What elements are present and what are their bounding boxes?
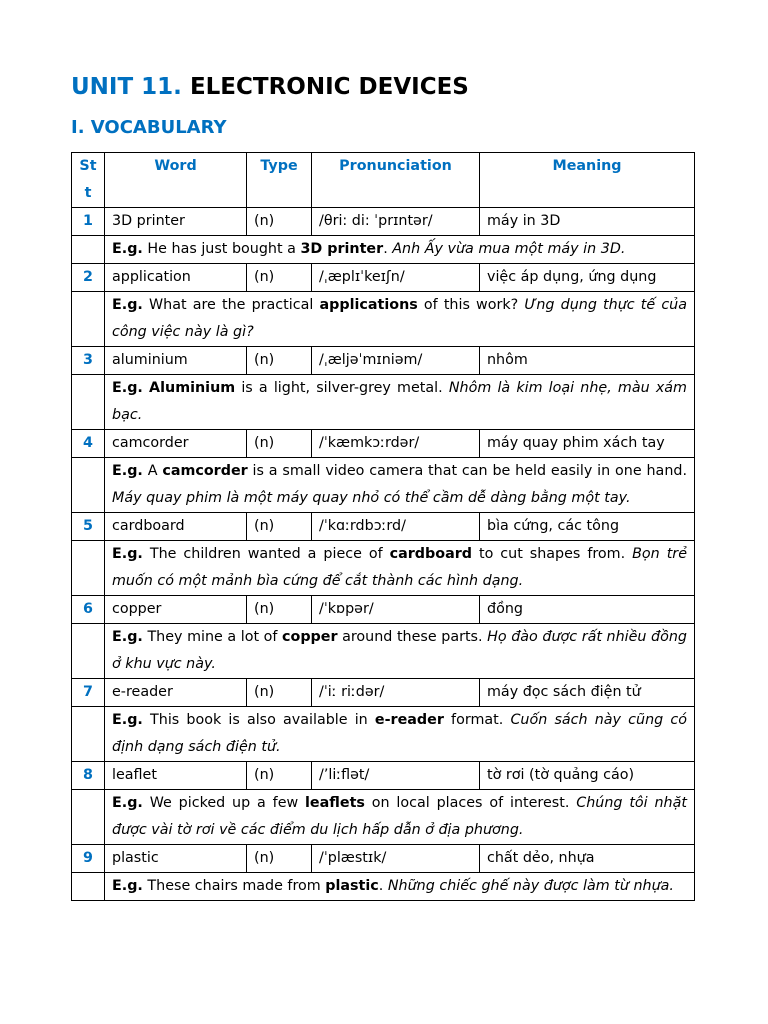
unit-name: ELECTRONIC DEVICES [181, 74, 469, 100]
example-sentence [105, 458, 695, 513]
example-translation: Họ đào được rất nhiều đồng ở khu vực này. [112, 629, 688, 672]
vocab-row [72, 596, 695, 624]
example-row [72, 458, 695, 513]
vocab-row [72, 679, 695, 707]
vocab-row [72, 430, 695, 458]
entry-type: (n) [247, 679, 312, 707]
entry-word: plastic [105, 845, 247, 873]
vocab-row [72, 845, 695, 873]
example-sentence [105, 236, 695, 264]
unit-number: UNIT 11. [71, 74, 182, 100]
example-sentence [105, 624, 695, 679]
example-row [72, 624, 695, 679]
example-keyword: Aluminium [149, 380, 236, 396]
example-row [72, 873, 695, 901]
example-text-after: format. [443, 712, 511, 728]
example-text-before: What are the practical [142, 297, 320, 313]
example-row [72, 707, 695, 762]
entry-pronunciation: /ˈplæstɪk/ [312, 845, 480, 873]
example-sentence [105, 541, 695, 596]
entry-number: 2 [72, 264, 105, 292]
entry-number: 8 [72, 762, 105, 790]
entry-type: (n) [247, 513, 312, 541]
example-label: E.g. [112, 241, 143, 257]
example-spacer [72, 458, 105, 513]
entry-number: 1 [72, 208, 105, 236]
entry-pronunciation: /ˌæplɪˈkeɪʃn/ [312, 264, 480, 292]
example-label: E.g. [112, 380, 143, 396]
entry-pronunciation: /ˈkɑːrdbɔːrd/ [312, 513, 480, 541]
example-text-after: on local places of interest. [364, 795, 577, 811]
example-row [72, 790, 695, 845]
example-text-before: We picked up a few [142, 795, 306, 811]
example-spacer [72, 375, 105, 430]
column-header-word: Word [105, 153, 247, 208]
vocab-row [72, 347, 695, 375]
example-text-after: to cut shapes from. [472, 546, 633, 562]
entry-number: 5 [72, 513, 105, 541]
example-keyword: camcorder [162, 463, 248, 479]
example-label: E.g. [112, 546, 143, 562]
example-text-before: A [142, 463, 163, 479]
example-text-before: The children wanted a piece of [142, 546, 390, 562]
example-text-before: They mine a lot of [142, 629, 283, 645]
example-text-after: . [378, 878, 388, 894]
example-sentence [105, 790, 695, 845]
entry-meaning: máy đọc sách điện tử [480, 679, 695, 707]
entry-meaning: đồng [480, 596, 695, 624]
example-translation: Cuốn sách này cũng có định dạng sách điện tử. [112, 712, 687, 755]
example-text-before: This book is also available in [142, 712, 375, 728]
entry-type: (n) [247, 596, 312, 624]
example-keyword: plastic [325, 878, 379, 894]
example-row [72, 541, 695, 596]
example-text-before: These chairs made from [142, 878, 326, 894]
vocab-row [72, 513, 695, 541]
entry-type: (n) [247, 762, 312, 790]
example-sentence [105, 707, 695, 762]
entry-word: 3D printer [105, 208, 247, 236]
entry-word: camcorder [105, 430, 247, 458]
entry-meaning: bìa cứng, các tông [480, 513, 695, 541]
vocab-row [72, 208, 695, 236]
entry-number: 9 [72, 845, 105, 873]
entry-meaning: máy quay phim xách tay [480, 430, 695, 458]
entry-word: aluminium [105, 347, 247, 375]
entry-word: leaflet [105, 762, 247, 790]
example-spacer [72, 236, 105, 264]
entry-type: (n) [247, 430, 312, 458]
example-translation: Những chiếc ghế này được làm từ nhựa. [387, 878, 674, 894]
entry-word: copper [105, 596, 247, 624]
example-text-after: is a light, silver-grey metal. [235, 380, 449, 396]
column-header-meaning: Meaning [480, 153, 695, 208]
example-text-after: of this work? [417, 297, 525, 313]
entry-meaning: chất dẻo, nhựa [480, 845, 695, 873]
example-text-before: He has just bought a [142, 241, 301, 257]
example-keyword: applications [319, 297, 418, 313]
example-spacer [72, 292, 105, 347]
entry-pronunciation: /θri: di: ˈprɪntər/ [312, 208, 480, 236]
entry-type: (n) [247, 845, 312, 873]
example-translation: Máy quay phim là một máy quay nhỏ có thể cầm dễ dàng bằng một tay. [112, 490, 631, 506]
example-label: E.g. [112, 297, 143, 313]
entry-word: application [105, 264, 247, 292]
example-label: E.g. [112, 463, 143, 479]
unit-title [71, 74, 469, 100]
example-spacer [72, 790, 105, 845]
entry-meaning: việc áp dụng, ứng dụng [480, 264, 695, 292]
example-keyword: leaflets [305, 795, 365, 811]
entry-pronunciation: /ˈkæmkɔːrdər/ [312, 430, 480, 458]
entry-pronunciation: /ˌæljəˈmɪniəm/ [312, 347, 480, 375]
column-header-type: Type [247, 153, 312, 208]
example-label: E.g. [112, 795, 143, 811]
entry-type: (n) [247, 347, 312, 375]
example-keyword: copper [282, 629, 338, 645]
example-spacer [72, 873, 105, 901]
column-header-pronunciation: Pronunciation [312, 153, 480, 208]
entry-number: 7 [72, 679, 105, 707]
entry-pronunciation: /ˈkɒpər/ [312, 596, 480, 624]
vocab-row [72, 264, 695, 292]
example-translation: Nhôm là kim loại nhẹ, màu xám bạc. [112, 380, 687, 423]
example-sentence [105, 873, 695, 901]
example-keyword: cardboard [389, 546, 473, 562]
example-label: E.g. [112, 878, 143, 894]
example-text-after: . [383, 241, 393, 257]
example-row [72, 236, 695, 264]
column-header-stt: St t [72, 153, 105, 208]
example-translation: Chúng tôi nhặt được vài tờ rơi về các điểm du lịch hấp dẫn ở địa phương. [112, 795, 687, 838]
example-text-after: around these parts. [337, 629, 488, 645]
entry-number: 6 [72, 596, 105, 624]
example-spacer [72, 541, 105, 596]
example-sentence [105, 375, 695, 430]
entry-word: cardboard [105, 513, 247, 541]
example-translation: Bọn trẻ muốn có một mảnh bìa cứng để cắt thành các hình dạng. [112, 546, 687, 589]
entry-meaning: nhôm [480, 347, 695, 375]
example-spacer [72, 707, 105, 762]
entry-type: (n) [247, 208, 312, 236]
example-translation: Ưng dụng thực tế của công việc này là gì? [112, 297, 687, 340]
entry-number: 3 [72, 347, 105, 375]
example-keyword: 3D printer [300, 241, 384, 257]
example-translation: Anh Ấy vừa mua một máy in 3D. [392, 241, 626, 257]
entry-number: 4 [72, 430, 105, 458]
example-keyword: e-reader [374, 712, 444, 728]
entry-pronunciation: /ˈiː riːdər/ [312, 679, 480, 707]
entry-pronunciation: /’liːflət/ [312, 762, 480, 790]
entry-meaning: máy in 3D [480, 208, 695, 236]
section-heading: I. VOCABULARY [71, 117, 227, 138]
example-label: E.g. [112, 629, 143, 645]
entry-type: (n) [247, 264, 312, 292]
example-label: E.g. [112, 712, 143, 728]
vocabulary-table [71, 152, 695, 901]
example-text-after: is a small video camera that can be held easily in one hand. [247, 463, 687, 479]
entry-meaning: tờ rơi (tờ quảng cáo) [480, 762, 695, 790]
example-sentence [105, 292, 695, 347]
example-spacer [72, 624, 105, 679]
entry-word: e-reader [105, 679, 247, 707]
example-row [72, 292, 695, 347]
vocab-row [72, 762, 695, 790]
table-header-row [72, 153, 695, 208]
example-row [72, 375, 695, 430]
